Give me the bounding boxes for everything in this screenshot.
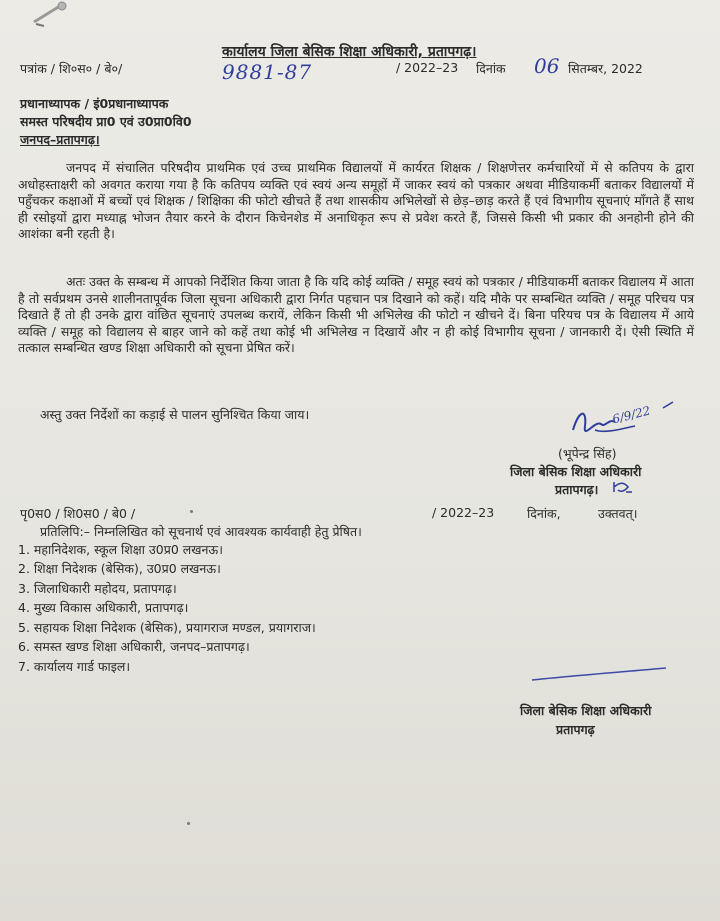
copy-intro: प्रतिलिपि:– निम्नलिखित को सूचनार्थ एवं आवश्यक कार्यवाही हेतु प्रेषित। [40,524,362,539]
closing-instruction: अस्तु उक्त निर्देशों का कड़ाई से पालन सुनिश्चित किया जाय। [40,407,310,422]
copy-list-item: 5. सहायक शिक्षा निदेशक (बेसिक), प्रयागराज मण्डल, प्रयागराज। [18,620,316,635]
handwritten-initial-mark [610,478,636,496]
address-line-1: प्रधानाध्यापक / इं0प्रधानाध्यापक [20,96,169,111]
reference-prefix: पत्रांक / शि०स० / बे०/ [20,61,123,76]
copy-list-item: 1. महानिदेशक, स्कूल शिक्षा उ0प्र0 लखनऊ। [18,542,223,557]
ink-dot [190,510,193,513]
signatory-name: (भूपेन्द्र सिंह) [558,446,617,461]
copy-list-item: 3. जिलाधिकारी महोदय, प्रतापगढ़। [18,581,177,596]
date-month-year: सितम्बर, 2022 [568,61,643,76]
body-paragraph-1: जनपद में संचालित परिषदीय प्राथमिक एवं उच्च प्राथमिक विद्यालयों में कार्यरत शिक्षक / शिक्षणेत्तर कर्मचारियों में से कतिपय के द्वारा अधोहस्ताक्षरी को अवगत कराया गया है कि कतिपय व्यक्ति एवं स्वयं अन्य समूहों में जाकर स्वयं को पत्रकार अथवा मीडियाकर्मी बताकर विद्यालयों में पहुँचकर कक्षाओं में बच्चों एवं शिक्षक / शिक्षिका की फोटो खीचते हैं तथा शासकीय अभिलेखों से छेड़–छाड़ करते हैं एवं विभागीय सूचनाएं माँगते हैं साथ ही रसोइयों द्वारा मध्याह्न भोजन तैयार करने के दौरान किचेनशेड में अनाधिकृत रूप से प्रवेश करते हैं, जिससे किसी भी प्रकार की अनहोनी होने की आशंका बनी रहती है। [18,160,694,241]
body-paragraph-2: अतः उक्त के सम्बन्ध में आपको निर्देशित किया जाता है कि यदि कोई व्यक्ति / समूह स्वयं को पत्रकार / मीडियाकर्मी बताकर विद्यालय में आता है तो सर्वप्रथम उनसे शालीनतापूर्वक जिला सूचना अधिकारी द्वारा निर्गत पहचान पत्र दिखाने को कहें। यदि मौके पर सम्बन्धित व्यक्ति / समूह परिचय पत्र दिखाते हैं तो ही उनके द्वारा वांछित सूचनाएं उपलब्ध करायें, लेकिन किसी भी अभिलेख की फोटो न खीचने दें। बिना परियच पत्र के विद्यालय में आये व्यक्ति / समूह को विद्यालय से बाहर जाने को कहें तथा कोई भी अभिलेख न दिखायें और न ही कोई विभागीय सूचना / जानकारी दें। ऐसी स्थिति में तत्काल सम्बन्धित खण्ड शिक्षा अधिकारी को सूचना प्रेषित करें। [18,274,694,355]
office-title: कार्यालय जिला बेसिक शिक्षा अधिकारी, प्रतापगढ़। [222,44,477,60]
copy-list-item: 7. कार्यालय गार्ड फाइल। [18,659,131,674]
handwritten-signature-stroke [530,662,670,684]
copy-list-item: 4. मुख्य विकास अधिकारी, प्रतापगढ़। [18,600,189,615]
signature-date: 6/9/22 [610,403,652,427]
copy-signatory-title: जिला बेसिक शिक्षा अधिकारी [520,703,652,718]
signatory-title: जिला बेसिक शिक्षा अधिकारी [510,464,642,479]
handwritten-signature [565,400,685,450]
copy-signatory-place: प्रतापगढ़ [556,722,595,737]
copy-date-label: दिनांक, [527,506,561,521]
address-line-2: समस्त परिषदीय प्रा0 एवं उ0प्रा0वि0 [20,114,192,129]
copy-list-item: 6. समस्त खण्ड शिक्षा अधिकारी, जनपद–प्रतापगढ़। [18,639,250,654]
handwritten-ref-number: 9881-87 [222,60,313,84]
copy-reference-prefix: पृ0स0 / शि0स0 / बे0 / [20,506,136,521]
ink-dot [187,822,190,825]
date-label: दिनांक [476,61,506,76]
copy-list-item: 2. शिक्षा निदेशक (बेसिक), उ0प्र0 लखनऊ। [18,561,221,576]
signatory-place: प्रतापगढ़। [555,482,599,497]
paper-pin-icon [30,0,74,30]
handwritten-date-day: 06 [534,54,560,78]
address-line-3: जनपद–प्रतापगढ़। [20,132,100,147]
copy-reference-year: / 2022–23 [432,505,495,520]
copy-date-value: उक्तवत्। [598,506,638,521]
reference-year: / 2022–23 [396,60,459,75]
